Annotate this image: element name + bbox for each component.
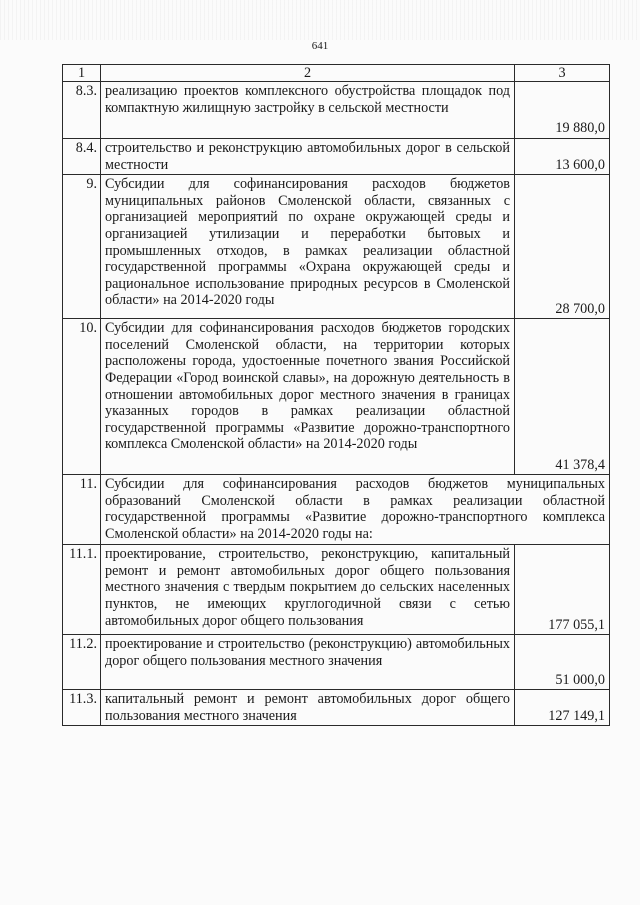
row-value: 127 149,1: [515, 690, 610, 726]
row-value: 177 055,1: [515, 545, 610, 635]
row-text: строительство и реконструкцию автомобильных дорог в сельской местности: [101, 139, 515, 175]
row-text: реализацию проектов комплексного обустройства площадок под компактную жилищную застройку в сельской местности: [101, 82, 515, 139]
page-number: 641: [311, 40, 329, 52]
row-number: 9.: [63, 175, 101, 319]
table-row: [63, 139, 610, 175]
row-number: 11.1.: [63, 545, 101, 635]
row-number: 8.4.: [63, 139, 101, 175]
table-row: [63, 690, 610, 726]
row-number: 11.3.: [63, 690, 101, 726]
table-row: [63, 319, 610, 475]
row-text: капитальный ремонт и ремонт автомобильных дорог общего пользования местного значения: [101, 690, 515, 726]
table-row: [63, 635, 610, 690]
row-number: 10.: [63, 319, 101, 475]
row-value: 19 880,0: [515, 82, 610, 139]
table-row: [63, 175, 610, 319]
row-value: 51 000,0: [515, 635, 610, 690]
scan-artifact-strip: [0, 0, 640, 40]
row-number: 8.3.: [63, 82, 101, 139]
row-text: проектирование, строительство, реконструкцию, капитальный ремонт и ремонт автомобильных дорог общего пользования местного значения с твердым покрытием до сельских населенных пунктов, не имеющих круглогодичной связи с сетью автомобильных дорог общего пользования: [101, 545, 515, 635]
row-number: 11.2.: [63, 635, 101, 690]
table-row: [63, 475, 610, 545]
table-header-row: [63, 65, 610, 82]
row-value: 28 700,0: [515, 175, 610, 319]
header-col-1: 1: [63, 65, 101, 82]
row-text: Субсидии для софинансирования расходов бюджетов городских поселений Смоленской области, на территории которых расположены города, удостоенные почетного звания Российской Федерации «Город воинской славы», на дорожную деятельность в отношении автомобильных дорог местного значения в границах указанных городов в рамках реализации областной государственной программы «Развитие дорожно-транспортного комплекса Смоленской области» на 2014-2020 годы: [101, 319, 515, 475]
row-number: 11.: [63, 475, 101, 545]
header-col-2: 2: [101, 65, 515, 82]
row-value: 41 378,4: [515, 319, 610, 475]
budget-table: [62, 64, 610, 726]
row-text: проектирование и строительство (реконструкцию) автомобильных дорог общего пользования местного значения: [101, 635, 515, 690]
table-row: [63, 82, 610, 139]
row-text: Субсидии для софинансирования расходов бюджетов муниципальных образований Смоленской области в рамках реализации областной государственной программы «Развитие дорожно-транспортного комплекса Смоленской области» на 2014-2020 годы на:: [101, 475, 610, 545]
row-value: 13 600,0: [515, 139, 610, 175]
row-text: Субсидии для софинансирования расходов бюджетов муниципальных районов Смоленской области, связанных с организацией мероприятий по охране окружающей среды и организацией утилизации и переработки бытовых и промышленных отходов, в рамках реализации областной государственной программы «Охрана окружающей среды и рациональное использование природных ресурсов в Смоленской области» на 2014-2020 годы: [101, 175, 515, 319]
table-row: [63, 545, 610, 635]
header-col-3: 3: [515, 65, 610, 82]
